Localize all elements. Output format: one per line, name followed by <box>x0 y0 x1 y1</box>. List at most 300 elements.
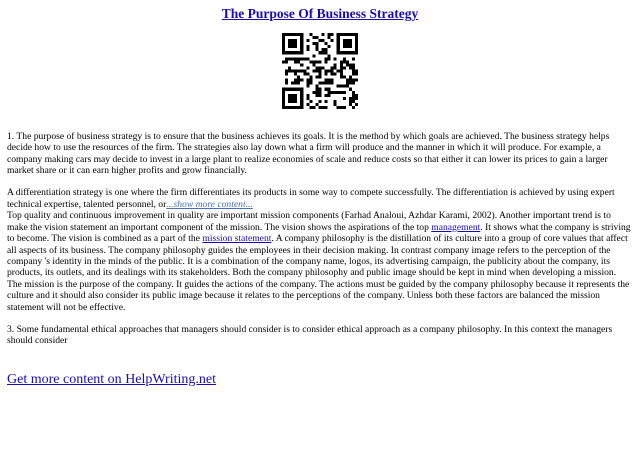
qr-module <box>282 33 285 36</box>
qr-module <box>343 45 346 48</box>
qr-module <box>337 33 340 36</box>
qr-module <box>300 97 303 100</box>
qr-module <box>291 100 294 103</box>
qr-module <box>318 100 321 103</box>
qr-code <box>282 33 358 109</box>
qr-module <box>288 97 291 100</box>
qr-module <box>315 60 318 63</box>
qr-module <box>355 45 358 48</box>
qr-module <box>337 51 340 54</box>
qr-module <box>300 69 303 72</box>
qr-module <box>325 51 328 54</box>
footer-site: HelpWriting.net <box>125 372 216 387</box>
qr-module <box>349 45 352 48</box>
qr-module <box>349 39 352 42</box>
qr-module <box>352 73 355 76</box>
qr-module <box>285 57 288 60</box>
qr-module <box>300 42 303 45</box>
qr-module <box>282 88 285 91</box>
qr-module <box>306 73 309 76</box>
qr-module <box>312 91 315 94</box>
qr-module <box>282 51 285 54</box>
paragraph-2 <box>7 187 633 210</box>
qr-module <box>337 85 340 88</box>
qr-module <box>309 106 312 109</box>
qr-module <box>288 42 291 45</box>
qr-module <box>300 106 303 109</box>
qr-module <box>343 51 346 54</box>
qr-module <box>328 36 331 39</box>
qr-module <box>300 36 303 39</box>
qr-module <box>297 51 300 54</box>
qr-module <box>340 60 343 63</box>
qr-module <box>288 100 291 103</box>
qr-module <box>343 42 346 45</box>
qr-module <box>297 106 300 109</box>
qr-module <box>300 100 303 103</box>
qr-module <box>346 82 349 85</box>
qr-module <box>325 48 328 51</box>
qr-module <box>355 48 358 51</box>
qr-module <box>352 69 355 72</box>
qr-module <box>312 69 315 72</box>
qr-module <box>315 66 318 69</box>
qr-module <box>297 57 300 60</box>
qr-module <box>355 69 358 72</box>
qr-module <box>340 73 343 76</box>
qr-module <box>349 76 352 79</box>
qr-module <box>291 94 294 97</box>
qr-module <box>346 33 349 36</box>
qr-module <box>325 42 328 45</box>
qr-module <box>328 88 331 91</box>
qr-module <box>309 100 312 103</box>
qr-module <box>343 85 346 88</box>
qr-module <box>349 103 352 106</box>
get-more-content-link[interactable] <box>7 372 216 388</box>
management-link[interactable]: management <box>431 221 481 233</box>
qr-module <box>349 79 352 82</box>
qr-module <box>331 33 334 36</box>
qr-module <box>291 33 294 36</box>
qr-module <box>288 69 291 72</box>
qr-module <box>306 79 309 82</box>
qr-module <box>352 94 355 97</box>
qr-module <box>303 73 306 76</box>
qr-module <box>306 45 309 48</box>
qr-module <box>349 97 352 100</box>
qr-module <box>340 63 343 66</box>
qr-module <box>352 82 355 85</box>
qr-module <box>315 94 318 97</box>
qr-module <box>349 82 352 85</box>
qr-module <box>297 76 300 79</box>
qr-module <box>285 33 288 36</box>
qr-module <box>294 73 297 76</box>
qr-module <box>337 45 340 48</box>
qr-module <box>285 51 288 54</box>
qr-module <box>325 79 328 82</box>
qr-module <box>291 45 294 48</box>
qr-module <box>355 103 358 106</box>
qr-module <box>306 103 309 106</box>
qr-module <box>343 66 346 69</box>
qr-module <box>306 48 309 51</box>
qr-module <box>343 97 346 100</box>
qr-module <box>349 42 352 45</box>
qr-module <box>325 88 328 91</box>
qr-module <box>309 82 312 85</box>
qr-module <box>346 85 349 88</box>
qr-module <box>331 69 334 72</box>
qr-module <box>346 39 349 42</box>
mission-statement-link[interactable]: mission statement <box>202 233 272 245</box>
qr-module <box>352 63 355 66</box>
qr-module <box>315 103 318 106</box>
qr-module <box>285 88 288 91</box>
qr-module <box>340 33 343 36</box>
qr-module <box>312 106 315 109</box>
qr-module <box>282 45 285 48</box>
qr-module <box>285 106 288 109</box>
qr-module <box>294 42 297 45</box>
qr-module <box>340 106 343 109</box>
qr-module <box>322 51 325 54</box>
paragraph-3-part-3: . A company philosophy is the distillation of its culture into a group of core values that affect all aspects of its business. The company philosophy guides the employees in their decision making. In contrast company image refers to the perception of the company 's identity in the minds of the public. It is a combination of the company name, logos, its advertising campaign, the publicity about the company, its products, its outlets, and its dealings with its stakeholders. Both the company philosophy and public image should be kept in mind when developing a mission. The mission is the purpose of the company. It guides the actions of the company. The actions must be guided by the company philosophy because it represents the culture and it should also consider its public image because it relates to the perceptions of the company. Unless both these factors are balanced the mission statement will not be effective. <box>7 233 630 313</box>
qr-module <box>322 39 325 42</box>
qr-module <box>309 33 312 36</box>
qr-module <box>337 69 340 72</box>
qr-module <box>285 60 288 63</box>
qr-module <box>328 82 331 85</box>
qr-module <box>285 79 288 82</box>
qr-module <box>282 97 285 100</box>
qr-module <box>291 88 294 91</box>
qr-module <box>343 76 346 79</box>
qr-module <box>328 79 331 82</box>
qr-module <box>306 57 309 60</box>
qr-module <box>322 33 325 36</box>
paragraph-1: 1. The purpose of business strategy is to ensure that the business achieves its goals. It is the method by which goals are achieved. The business strategy helps decide how to use the resources of the firm. The strategies also lay down what a firm will produce and the manner in which it will produce. For example, a company making cars may decide to invest in a large plant to realize economies of scale and reduce costs so that either it can lower its prices to gain a larger market share or it can earn higher profits and grow financially. <box>7 131 610 177</box>
qr-module <box>294 51 297 54</box>
qr-module <box>318 82 321 85</box>
qr-module <box>318 73 321 76</box>
qr-module <box>325 57 328 60</box>
qr-module <box>315 85 318 88</box>
qr-module <box>291 82 294 85</box>
qr-module <box>325 94 328 97</box>
qr-module <box>352 91 355 94</box>
qr-module <box>349 51 352 54</box>
qr-module <box>337 48 340 51</box>
qr-module <box>337 106 340 109</box>
paragraph-3 <box>7 210 633 313</box>
qr-module <box>282 100 285 103</box>
qr-module <box>322 82 325 85</box>
qr-module <box>294 69 297 72</box>
qr-module <box>318 94 321 97</box>
qr-module <box>291 42 294 45</box>
qr-module <box>331 39 334 42</box>
qr-module <box>294 39 297 42</box>
qr-module <box>331 73 334 76</box>
qr-module <box>337 36 340 39</box>
qr-module <box>328 94 331 97</box>
qr-module <box>325 106 328 109</box>
qr-module <box>291 57 294 60</box>
qr-module <box>349 88 352 91</box>
qr-module <box>291 39 294 42</box>
qr-module <box>288 88 291 91</box>
qr-module <box>315 76 318 79</box>
qr-module <box>294 106 297 109</box>
qr-module <box>297 82 300 85</box>
qr-module <box>303 57 306 60</box>
qr-module <box>349 100 352 103</box>
qr-module <box>282 91 285 94</box>
qr-module <box>352 79 355 82</box>
show-more-link[interactable]: ...show more content... <box>166 198 253 210</box>
qr-module <box>352 66 355 69</box>
qr-module <box>346 51 349 54</box>
qr-module <box>300 79 303 82</box>
qr-module <box>282 60 285 63</box>
qr-module <box>352 106 355 109</box>
qr-module <box>355 79 358 82</box>
qr-module <box>352 97 355 100</box>
qr-module <box>355 73 358 76</box>
qr-module <box>312 60 315 63</box>
qr-module <box>340 85 343 88</box>
qr-module <box>334 91 337 94</box>
qr-module <box>306 85 309 88</box>
qr-module <box>309 76 312 79</box>
qr-module <box>322 48 325 51</box>
qr-module <box>315 88 318 91</box>
qr-module <box>297 69 300 72</box>
qr-module <box>294 97 297 100</box>
qr-module <box>352 51 355 54</box>
qr-module <box>337 91 340 94</box>
qr-module <box>334 73 337 76</box>
qr-module <box>328 45 331 48</box>
qr-module <box>294 45 297 48</box>
qr-module <box>318 39 321 42</box>
qr-module <box>288 51 291 54</box>
qr-module <box>318 69 321 72</box>
qr-module <box>322 66 325 69</box>
qr-module <box>306 94 309 97</box>
qr-module <box>349 63 352 66</box>
qr-module <box>306 39 309 42</box>
qr-module <box>297 60 300 63</box>
paragraph-3-part-1: Top quality and continuous improvement in quality are important mission components (Farhad Analoui, Azhdar Karami, 2002). Another important trend is to make the vision statement an important component of the mission. The vision shows the aspirations of the top <box>7 210 611 233</box>
qr-module <box>282 48 285 51</box>
qr-module <box>282 94 285 97</box>
qr-module <box>331 79 334 82</box>
qr-module <box>288 94 291 97</box>
qr-module <box>294 79 297 82</box>
qr-module <box>312 42 315 45</box>
paragraph-3-part-2: . It shows what the company is striving to become. The vision is combined as a part of the <box>7 221 631 245</box>
qr-module <box>282 103 285 106</box>
qr-module <box>309 79 312 82</box>
qr-module <box>288 106 291 109</box>
qr-module <box>328 57 331 60</box>
qr-module <box>300 51 303 54</box>
qr-module <box>294 88 297 91</box>
qr-module <box>343 33 346 36</box>
qr-module <box>318 76 321 79</box>
qr-module <box>306 66 309 69</box>
qr-module <box>285 69 288 72</box>
qr-module <box>300 57 303 60</box>
qr-module <box>312 36 315 39</box>
qr-module <box>328 54 331 57</box>
qr-module <box>315 48 318 51</box>
qr-module <box>328 69 331 72</box>
qr-module <box>340 76 343 79</box>
qr-module <box>355 42 358 45</box>
qr-module <box>343 39 346 42</box>
qr-module <box>346 45 349 48</box>
qr-module <box>352 100 355 103</box>
qr-module <box>306 97 309 100</box>
qr-module <box>291 106 294 109</box>
qr-module <box>291 97 294 100</box>
qr-module <box>318 51 321 54</box>
qr-module <box>318 60 321 63</box>
qr-module <box>303 69 306 72</box>
qr-module <box>328 33 331 36</box>
qr-module <box>288 33 291 36</box>
qr-module <box>288 45 291 48</box>
qr-module <box>334 63 337 66</box>
qr-module <box>340 51 343 54</box>
qr-module <box>294 94 297 97</box>
qr-module <box>297 33 300 36</box>
qr-module <box>355 97 358 100</box>
qr-module <box>288 66 291 69</box>
qr-module <box>300 45 303 48</box>
qr-module <box>318 66 321 69</box>
qr-module <box>315 91 318 94</box>
qr-module <box>325 100 328 103</box>
qr-module <box>355 94 358 97</box>
qr-module <box>285 82 288 85</box>
qr-module <box>288 57 291 60</box>
qr-module <box>312 63 315 66</box>
qr-module <box>352 33 355 36</box>
qr-module <box>331 91 334 94</box>
qr-module <box>300 91 303 94</box>
qr-module <box>297 88 300 91</box>
qr-module <box>343 60 346 63</box>
qr-module <box>322 106 325 109</box>
qr-module <box>340 91 343 94</box>
qr-module <box>282 36 285 39</box>
qr-module <box>355 39 358 42</box>
qr-module <box>352 57 355 60</box>
qr-module <box>325 60 328 63</box>
qr-module <box>282 42 285 45</box>
qr-module <box>300 33 303 36</box>
qr-module <box>337 39 340 42</box>
qr-module <box>337 42 340 45</box>
article-body <box>7 131 633 357</box>
qr-module <box>294 100 297 103</box>
qr-module <box>318 106 321 109</box>
qr-module <box>300 39 303 42</box>
qr-module <box>346 42 349 45</box>
qr-module <box>291 51 294 54</box>
qr-module <box>300 48 303 51</box>
qr-module <box>306 82 309 85</box>
qr-module <box>294 33 297 36</box>
qr-module <box>325 73 328 76</box>
qr-module <box>282 39 285 42</box>
qr-module <box>315 36 318 39</box>
qr-module <box>346 79 349 82</box>
qr-module <box>328 91 331 94</box>
qr-module <box>355 51 358 54</box>
qr-module <box>300 103 303 106</box>
qr-module <box>349 66 352 69</box>
qr-module <box>315 45 318 48</box>
paragraph-4: 3. Some fundamental ethical approaches that managers should consider is to consider ethical approach as a company philosophy. In this context the managers should consider <box>7 323 613 347</box>
qr-module <box>294 82 297 85</box>
qr-module <box>294 57 297 60</box>
qr-module <box>355 36 358 39</box>
qr-module <box>325 69 328 72</box>
qr-module <box>343 57 346 60</box>
paragraph-2-text: A differentiation strategy is one where the firm differentiates its products in some way to compete successfully. The differentiation is achieved by using expert technical expertise, talented personnel, or <box>7 187 615 210</box>
qr-module <box>334 103 337 106</box>
qr-module <box>300 63 303 66</box>
qr-module <box>291 69 294 72</box>
qr-module <box>285 73 288 76</box>
qr-module <box>318 88 321 91</box>
qr-module <box>343 91 346 94</box>
qr-module <box>300 94 303 97</box>
qr-module <box>346 63 349 66</box>
document-title[interactable]: The Purpose Of Business Strategy <box>221 6 419 21</box>
qr-module <box>349 33 352 36</box>
qr-module <box>325 82 328 85</box>
footer-prefix: Get more content on <box>7 372 126 387</box>
qr-module <box>282 106 285 109</box>
qr-module <box>309 60 312 63</box>
qr-module <box>334 66 337 69</box>
qr-module <box>346 60 349 63</box>
qr-module <box>312 54 315 57</box>
qr-module <box>318 91 321 94</box>
qr-module <box>340 66 343 69</box>
qr-module <box>297 79 300 82</box>
qr-module <box>340 69 343 72</box>
qr-module <box>294 60 297 63</box>
qr-module <box>331 82 334 85</box>
qr-module <box>331 66 334 69</box>
qr-module <box>300 88 303 91</box>
qr-module <box>288 39 291 42</box>
qr-module <box>334 100 337 103</box>
qr-module <box>315 42 318 45</box>
qr-module <box>355 33 358 36</box>
qr-module <box>343 106 346 109</box>
qr-module <box>334 57 337 60</box>
qr-module <box>315 69 318 72</box>
